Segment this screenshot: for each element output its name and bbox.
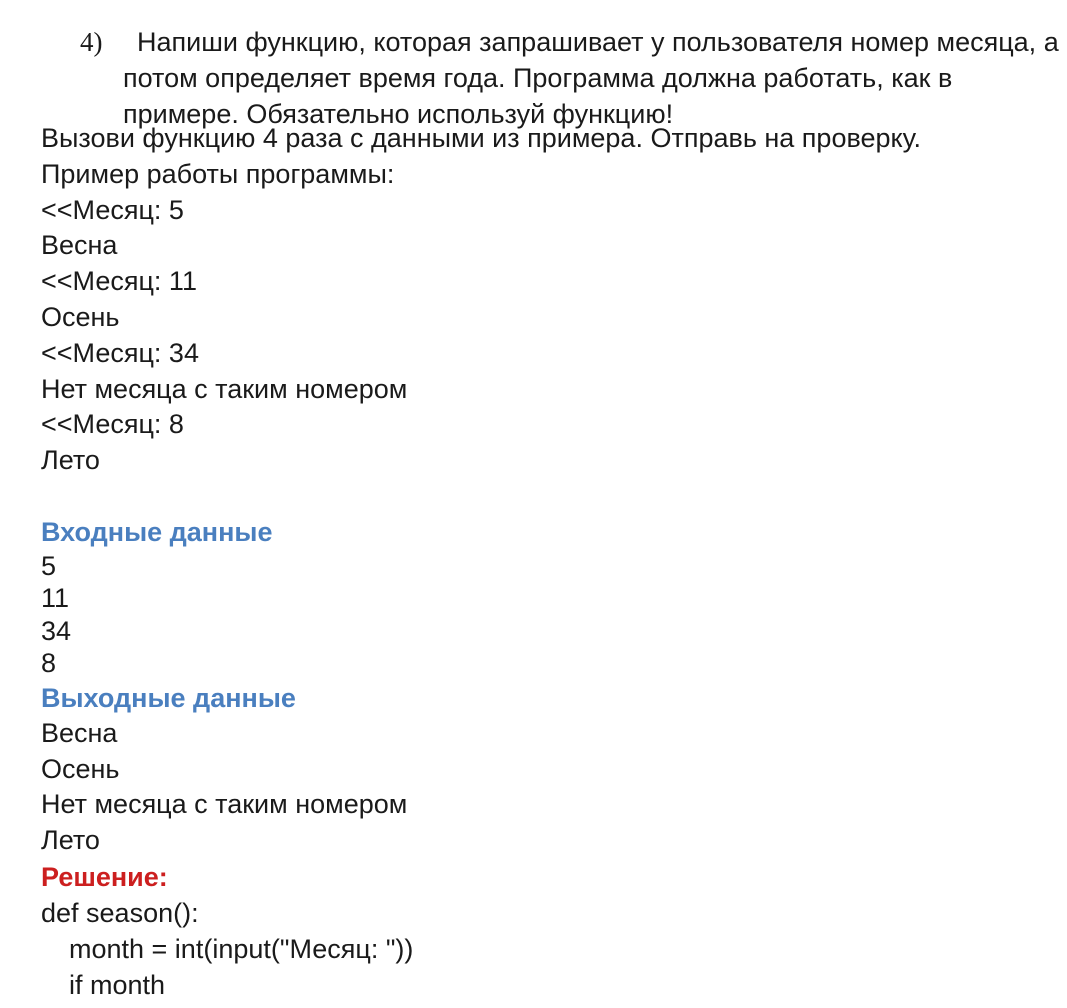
example-line: <<Месяц: 11 (41, 266, 197, 297)
input-value: 5 (41, 550, 57, 581)
input-section-title: Входные данные (41, 516, 273, 547)
task-statement (80, 24, 1065, 132)
example-line: Лето (41, 445, 100, 476)
example-run (41, 193, 1061, 479)
document-body (41, 121, 1061, 1003)
output-value: Осень (41, 753, 120, 784)
output-value: Весна (41, 717, 118, 748)
task-number: 4) (80, 27, 103, 57)
example-line: Нет месяца с таким номером (41, 373, 408, 404)
example-line: Осень (41, 301, 120, 332)
solution-title: Решение: (41, 861, 168, 892)
output-value: Нет месяца с таким номером (41, 789, 408, 820)
input-section (41, 514, 1061, 680)
example-line: <<Месяц: 34 (41, 337, 199, 368)
example-line: <<Месяц: 5 (41, 194, 184, 225)
output-value: Лето (41, 825, 100, 856)
example-heading: Пример работы программы: (41, 158, 395, 189)
code-line: def season(): (41, 897, 199, 928)
output-section-title: Выходные данные (41, 682, 296, 713)
input-value: 8 (41, 648, 57, 679)
task-text: Напиши функцию, которая запрашивает у пользователя номер месяца, а потом определяет время года. Программа должна работать, как в примере. Обязательно используй функцию! (123, 27, 1059, 129)
input-value: 34 (41, 615, 72, 646)
code-line: month = int(input("Месяц: ")) (69, 933, 414, 964)
input-value: 11 (41, 583, 70, 614)
example-line: Весна (41, 230, 118, 261)
solution-section (41, 859, 1061, 1003)
code-line: if month (69, 969, 166, 1000)
instruction-line: Вызови функцию 4 раза с данными из примера. Отправь на проверку. (41, 123, 921, 153)
output-section (41, 680, 1061, 859)
example-line: <<Месяц: 8 (41, 409, 184, 440)
spacer (41, 479, 1061, 514)
